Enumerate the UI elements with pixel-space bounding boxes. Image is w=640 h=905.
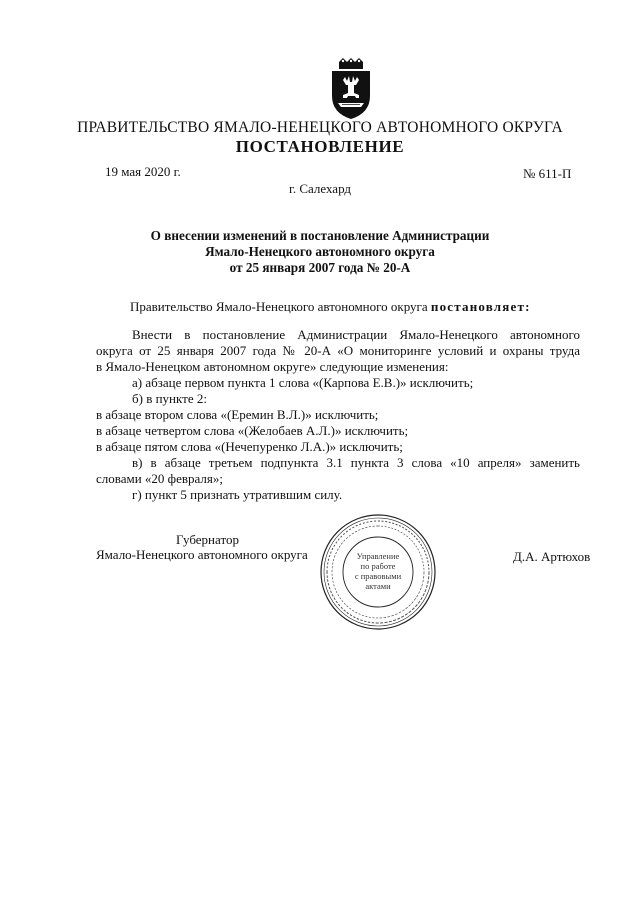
amendments-section [96, 327, 580, 503]
resolution-intro [130, 299, 531, 315]
amendment-item-v-line-2: словами «20 февраля»; [96, 471, 223, 486]
amendment-item-v-line-1: в) в абзаце третьем подпункта 3.1 пункта 3 слова «10 апреля» заменить [132, 455, 580, 470]
amendment-item-b: б) в пункте 2: [132, 391, 207, 406]
amendment-item-b1: в абзаце втором слова «(Еремин В.Л.)» исключить; [96, 407, 379, 422]
stamp-center-line-3: с правовыми [354, 571, 402, 581]
document-number: № 611-П [523, 166, 572, 181]
subject-line-3: от 25 января 2007 года № 20-А [229, 260, 411, 275]
amendment-item-g: г) пункт 5 признать утратившим силу. [132, 487, 343, 502]
government-title: ПРАВИТЕЛЬСТВО ЯМАЛО-НЕНЕЦКОГО АВТОНОМНОГО ОКРУГА [77, 119, 563, 136]
official-stamp [318, 512, 438, 632]
amendment-item-b2: в абзаце четвертом слова «(Желобаев А.Л.)» исключить; [96, 423, 409, 438]
signatory-title: Губернатор [176, 532, 239, 547]
amendment-item-b3: в абзаце пятом слова «(Нечепуренко Л.А.)» исключить; [96, 439, 403, 454]
amendment-item-a: а) абзаце первом пункта 1 слова «(Карпова Е.В.)» исключить; [132, 375, 474, 390]
amendment-intro-line-3: в Ямало-Ненецком автономном округе» следующие изменения: [96, 359, 449, 374]
amendment-intro-line-1: Внести в постановление Администрации Ямало-Ненецкого автономного [132, 327, 580, 342]
coat-of-arms-icon [328, 58, 374, 120]
signatory-region: Ямало-Ненецкого автономного округа [96, 547, 308, 562]
document-type: ПОСТАНОВЛЕНИЕ [235, 137, 405, 156]
document-date: 19 мая 2020 г. [105, 164, 181, 179]
resolution-intro-text: Правительство Ямало-Ненецкого автономного округа [130, 299, 428, 314]
subject-line-2: Ямало-Ненецкого автономного округа [205, 244, 435, 259]
stamp-center-line-4: актами [365, 581, 391, 591]
document-city: г. Салехард [288, 181, 352, 196]
resolution-intro-emphasis: постановляет: [430, 299, 531, 314]
stamp-center-line-1: Управление [356, 551, 400, 561]
subject-line-1: О внесении изменений в постановление Администрации [150, 228, 490, 243]
amendment-intro-line-2: округа от 25 января 2007 года № 20-А «О мониторинге условий и охраны труда [96, 343, 580, 358]
signatory-name: Д.А. Артюхов [513, 549, 591, 564]
stamp-center-line-2: по работе [360, 561, 396, 571]
